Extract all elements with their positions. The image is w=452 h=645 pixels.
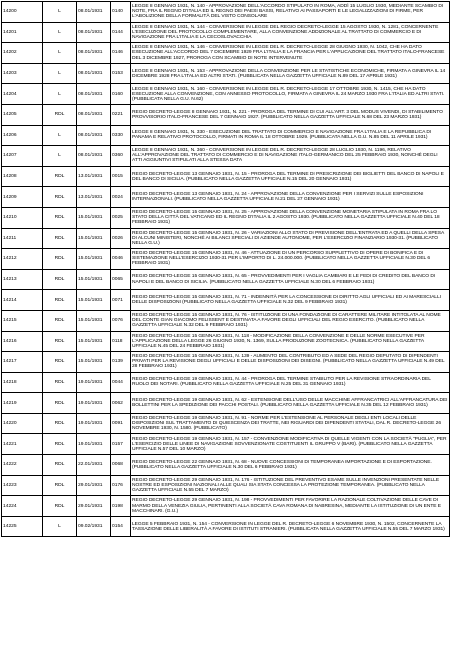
table-row [2,434,450,455]
act-number: 0068 [111,455,131,476]
table-row [2,228,450,249]
entry-number: 14214 [2,290,43,311]
entry-number: 14223 [2,475,43,496]
act-type: RDL [43,331,77,352]
table-row [2,187,450,208]
act-number: 0330 [111,125,131,146]
entry-number: 14221 [2,434,43,455]
act-type: RDL [43,475,77,496]
act-date: 15.01/1931 [77,310,111,331]
act-date: 15.01/1931 [77,228,111,249]
table-row [2,125,450,146]
act-description: REGIO DECRETO-LEGGE 29 GENNAIO 1931, N. 198 - PROVVEDIMENTI PER FAVORIRE LA RAZIONALE COLTIVAZIONE DELLE CAVE DI MARMO DELLA VENEZIA GIULIA, PERTINENTI ALLA SOCIETÀ CAVA ROMANA DI NABRESINA, MEDIANTE LA ISTITUZIONE DI UN ENTE E MACCHINARI. (G.U.) [131,496,450,517]
act-date: 13.01/1931 [77,166,111,187]
act-description: REGIO DECRETO-LEGGE 15 GENNAIO 1931, N. 139 - AUMENTO DEL CONTRIBUTO ED A SEDE DEL REGIO DEPUTATO DI DIPENDENTI PRIVATI PER LA REVISIONE DEGLI UFFICIALI E DELLE DISPOSIZIONI DEI DISEGNI. (PUBBLICATO NELLA GAZZETTA UFFICIALE N.49 DEL 28 FEBBRAIO 1931) [131,352,450,373]
act-number: 0140 [111,2,131,23]
register-table-body [2,2,450,537]
act-number: 0076 [111,310,131,331]
act-type: RDL [43,104,77,125]
act-number: 0118 [111,331,131,352]
entry-number: 14207 [2,146,43,167]
entry-number: 14209 [2,187,43,208]
table-row [2,455,450,476]
entry-number: 14203 [2,63,43,84]
entry-number: 14213 [2,269,43,290]
act-description: REGIO DECRETO-LEGGE 19 GENNAIO 1931, N. 157 - CONVENZIONE MODIFICATIVA DI QUELLE VIGENTI CON LA SOCIETÀ "PUGLIA", PER L'ESERCIZIO DELLE LINEE DI NAVIGAZIONE SOVVENZIONATE COSTITUENTI IL GRUPPO V (BARI). (PUBBLICATO NELLA GAZZETTA UFFICIALE N.57 DEL 10 MARZO) [131,434,450,455]
register-table [1,1,450,537]
entry-number: 14220 [2,413,43,434]
act-description: REGIO DECRETO-LEGGE 15 GENNAIO 1931, N. 118 - MODIFICAZIONE DELLA CONVENZIONE E DELLE NORME ESECUTIVE PER L'APPLICAZIONE DELLA LEGGE 26 GIUGNO 1930, N. 1369, SULLA PRODUZIONE ZOOTECNICA. (PUBBLICATO NELLA GAZZETTA UFFICIALE N.45 DEL 24 FEBBRAIO 1931) [131,331,450,352]
act-date: 15.01/1931 [77,269,111,290]
act-type: L [43,516,77,537]
act-type: L [43,63,77,84]
entry-number: 14219 [2,393,43,414]
act-type: RDL [43,372,77,393]
table-row [2,146,450,167]
act-type: RDL [43,434,77,455]
act-description: REGIO DECRETO-LEGGE 15 GENNAIO 1931, N. 76 - ISTITUZIONE DI UNA FONDAZIONE DI CARATTERE MILITARE INTITOLATA AL NOME DEL CONTE GIAN GIACOMO FELISSENT E DESTINATA A FAVORE DEGLI UFFICIALI DEL REGIO ESERCITO. (PUBBLICATO NELLA GAZZETTA UFFICIALE N.32 DEL 9 FEBBRAIO 1931) [131,310,450,331]
act-description: REGIO DECRETO-LEGGE 19 GENNAIO 1931, N. 91 - NORME PER L'ESTENSIONE AL PERSONALE DEGLI ENTI LOCALI DELLE DISPOSIZIONI SUL TRATTAMENTO DI QUIESCENZA DEI TRATTE, NEI RIGUARDI DEI DIPENDENTI STATALI, DAL R. DECRETO-LEGGE 26 NOVEMBRE 1930, N. 1580. (PUBBLICATO) [131,413,450,434]
table-row [2,496,450,517]
act-number: 0157 [111,434,131,455]
entry-number: 14211 [2,228,43,249]
act-description: REGIO DECRETO-LEGGE 15 GENNAIO 1931, N. 65 - PROVVEDIMENTI PER I VAGLIA CAMBIARI E LE FEDI DI CREDITO DEL BANCO DI NAPOLI E DEL BANCO DI SICILIA. (PUBBLICATO NELLA GAZZETTA UFFICIALE N.30 DEL 6 FEBBRAIO 1931) [131,269,450,290]
table-row [2,290,450,311]
act-number: 0065 [111,269,131,290]
table-row [2,372,450,393]
entry-number: 14224 [2,496,43,517]
act-description: REGIO DECRETO-LEGGE 15 GENNAIO 1931, N. 26 - VARIAZIONI ALLO STATO DI PREVISIONE DELL'ENTRATA ED A QUELLI DELLA SPESA DI ALCUNI MINISTERI, NONCHÉ AI BILANCI SPECIALI DI AZIENDE AUTONOME, PER L'ESERCIZIO FINANZIARIO 1930-31. (PUBBLICATO NELLA G.U.) [131,228,450,249]
act-type: L [43,84,77,105]
act-description: LEGGE 8 GENNAIO 1931, N. 140 - APPROVAZIONE DELL'ACCORDO STIPULATO IN ROMA, ADDÌ 15 LUGLIO 1930, MEDIANTE SCAMBIO DI NOTE, FRA IL REGNO D'ITALIA ED IL REGNO DEI PAESI BASSI, RELATIVO AI PASSAPORTI E LE LEGALIZZAZIONI DI FIRME, PER L'ABOLIZIONE DELLA FORMALITÀ DEL VISTO CONSOLARE [131,2,450,23]
act-number: 0139 [111,352,131,373]
act-description: REGIO DECRETO-LEGGE 19 GENNAIO 1931, N. 62 - ESTENSIONE DELL'USO DELLE MACCHINE AFFRANCATRICI ALL'AFFRANCATURA DEI BOLLETTINI PER LA SPEDIZIONE DEI PACCHI POSTALI. (PUBBLICATO NELLA GAZZETTA UFFICIALE N.35 DEL 12 FEBBRAIO 1931) [131,393,450,414]
act-type: RDL [43,166,77,187]
entry-number: 14202 [2,43,43,64]
act-number: 0176 [111,475,131,496]
act-number: 0146 [111,43,131,64]
act-number: 0221 [111,104,131,125]
act-date: 08.01/1931 [77,125,111,146]
act-date: 19.01/1931 [77,434,111,455]
act-type: L [43,22,77,43]
act-type: RDL [43,352,77,373]
table-row [2,2,450,23]
act-description: LEGGE 5 FEBBRAIO 1931, N. 154 - CONVERSIONE IN LEGGE DEL R. DECRETO-LEGGE 6 NOVEMBRE 1930, N. 1502, CONCERNENTE LA TASSAZIONE DELLE LIBERALITÀ A FAVORE DI ISTITUTI STRANIERI. (PUBBLICATA NELLA GAZZETTA UFFICIALE N.55 DEL 7 MARZO 1931) [131,516,450,537]
act-number: 0153 [111,63,131,84]
act-date: 19.01/1931 [77,413,111,434]
entry-number: 14216 [2,331,43,352]
act-number: 0026 [111,228,131,249]
act-date: 29.01/1931 [77,475,111,496]
table-row [2,413,450,434]
table-row [2,352,450,373]
table-row [2,516,450,537]
entry-number: 14206 [2,125,43,146]
act-description: REGIO DECRETO-LEGGE 29 GENNAIO 1931, N. 176 - ISTITUZIONE DEL PREVENTIVO ESAME SULLE INVENZIONI PRESENTATE NELLE NOSTRE ED ESPOSIZIONI NAZIONALI ALLE QUALI SIA STATA CONCESSA LA PROTEZIONE TEMPORANEA. (PUBBLICATO NELLA GAZZETTA UFFICIALE N.55 DEL 7 MARZO) [131,475,450,496]
act-description: LEGGE 8 GENNAIO 1931, N. 360 - CONVERSIONE IN LEGGE DEL R. DECRETO-LEGGE 28 LUGLIO 1930, N. 1196, RELATIVO ALL'APPROVAZIONE DEL TRATTATO DI COMMERCIO E DI NAVIGAZIONE ITALO-GERMANICO DEL 25 FEBBRAIO 1930, NONCHÉ DEGLI ATTI AGGIUNTIVI STIPULATI ALLA STESSA DATA [131,146,450,167]
act-type: RDL [43,249,77,270]
act-date: 08.01/1931 [77,63,111,84]
act-type: RDL [43,393,77,414]
act-date: 15.01/1931 [77,331,111,352]
act-type: L [43,146,77,167]
act-number: 0091 [111,413,131,434]
act-number: 0160 [111,84,131,105]
act-date: 09.02/1931 [77,516,111,537]
act-type: RDL [43,310,77,331]
act-number: 0046 [111,249,131,270]
act-description: REGIO DECRETO-LEGGE 22 GENNAIO 1931, N. 68 - NUOVE CONCESSIONI DI TEMPORANEA IMPORTAZIONE E DI ESPORTAZIONE. (PUBBLICATO NELLA GAZZETTA UFFICIALE N.30 DEL 6 FEBBRAIO 1931) [131,455,450,476]
act-number: 0024 [111,187,131,208]
table-row [2,310,450,331]
act-date: 22.01/1931 [77,455,111,476]
act-type: RDL [43,413,77,434]
table-row [2,104,450,125]
act-number: 0360 [111,146,131,167]
act-date: 15.01/1931 [77,249,111,270]
act-date: 08.01/1931 [77,104,111,125]
act-type: RDL [43,207,77,228]
table-row [2,207,450,228]
act-number: 0062 [111,393,131,414]
act-number: 0198 [111,496,131,517]
act-date: 19.01/1931 [77,393,111,414]
act-description: REGIO DECRETO-LEGGE 13 GENNAIO 1931, N. 24 - APPROVAZIONE DELLA CONVENZIONE PER I SERVIZI SULLE ESPOSIZIONI INTERNAZIONALI. (PUBBLICATO NELLA GAZZETTA UFFICIALE N.21 DEL 27 GENNAIO 1931) [131,187,450,208]
act-type: L [43,43,77,64]
entry-number: 14210 [2,207,43,228]
act-type: RDL [43,269,77,290]
act-description: LEGGE 8 GENNAIO 1931, N. 153 - APPROVAZIONE DELLA CONVENZIONE PER LE STATISTICHE ECONOMICHE, FIRMATA A GINEVRA IL 14 DICEMBRE 1928 FRA L'ITALIA ED ALTRI STATI. (PUBBLICATA NELLA GAZZETTA UFFICIALE N.89 DEL 17 APRILE 1931) [131,63,450,84]
table-row [2,269,450,290]
act-description: REGIO DECRETO-LEGGE 15 GENNAIO 1931, N. 46 - ATTUAZIONE DI UN PERCORSO SUPPLETTIVO DI OPERE DI BONIFICA E DI SISTEMAZIONE NELL'ESERCIZIO 1930-31 PER L'IMPORTO DI L. 24.000.000. (PUBBLICATO NELLA GAZZETTA UFFICIALE N.30 DEL 6 FEBBRAIO 1931) [131,249,450,270]
act-description: REGIO DECRETO-LEGGE 13 GENNAIO 1931, N. 15 - PROROGA DEL TERMINE DI PRESCRIZIONE DEI BIGLIETTI DEL BANCO DI NAPOLI E DEL BANCO DI SICILIA. (PUBBLICATO NELLA GAZZETTA UFFICIALE N.15 DEL 20 GENNAIO 1931) [131,166,450,187]
entry-number: 14222 [2,455,43,476]
act-type: RDL [43,187,77,208]
act-description: REGIO DECRETO-LEGGE 15 GENNAIO 1931, N. 25 - APPROVAZIONE DELLA CONVENZIONE MONETARIA STIPULATA IN ROMA FRA LO STATO DELLA CITTÀ DEL VATICANO ED IL REGNO D'ITALIA IL 2 AGOSTO 1930. (PUBBLICATO NELLA GAZZETTA UFFICIALE N.40 DEL 18 FEBBRAIO 1931) [131,207,450,228]
table-row [2,249,450,270]
act-number: 0154 [111,516,131,537]
act-description: REGIO DECRETO-LEGGE 19 GENNAIO 1931, N. 44 - PROROGA DEL TERMINE STABILITO PER LA REVISIONE STRAORDINARIA DEL RUOLO DEI NOTARI. (PUBBLICATO NELLA GAZZETTA UFFICIALE N.25 DEL 31 GENNAIO 1931) [131,372,450,393]
act-type: L [43,2,77,23]
entry-number: 14225 [2,516,43,537]
act-type: RDL [43,455,77,476]
act-date: 15.01/1931 [77,352,111,373]
table-row [2,166,450,187]
entry-number: 14215 [2,310,43,331]
table-row [2,393,450,414]
act-date: 08.01/1931 [77,146,111,167]
entry-number: 14218 [2,372,43,393]
act-date: 08.01/1931 [77,22,111,43]
table-row [2,22,450,43]
act-date: 15.01/1931 [77,290,111,311]
act-date: 08.01/1931 [77,84,111,105]
entry-number: 14205 [2,104,43,125]
act-type: RDL [43,228,77,249]
entry-number: 14204 [2,84,43,105]
act-date: 15.01/1931 [77,207,111,228]
act-number: 0144 [111,22,131,43]
act-date: 08.01/1931 [77,43,111,64]
entry-number: 14201 [2,22,43,43]
table-row [2,63,450,84]
act-number: 0015 [111,166,131,187]
table-row [2,84,450,105]
act-date: 08.01/1931 [77,2,111,23]
table-row [2,475,450,496]
act-description: LEGGE 8 GENNAIO 1931, N. 330 - ESECUZIONE DEL TRATTATO DI COMMERCIO E NAVIGAZIONE FRA L'ITALIA E LA REPUBBLICA DI PANAMA E RELATIVO PROTOCOLLO, FIRMATI IN ROMA IL 18 OTTOBRE 1929. (PUBBLICATA NELLA G.U. N.85 DEL 11 APRILE 1931) [131,125,450,146]
act-number: 0071 [111,290,131,311]
act-date: 19.01/1931 [77,372,111,393]
act-description: LEGGE 8 GENNAIO 1931, N. 160 - CONVERSIONE IN LEGGE DEL R. DECRETO-LEGGE 17 OTTOBRE 1930, N. 1415, CHE HA DATO ESECUZIONE ALLA CONVENZIONE, CON ANNESSO PROTOCOLLO, FIRMATA A GINEVRA IL 24 MARZO 1930 FRA L'ITALIA ED ALTRI STATI. (PUBBLICATA NELLA G.U. N.62) [131,84,450,105]
act-type: RDL [43,496,77,517]
act-number: 0025 [111,207,131,228]
act-description: LEGGE 8 GENNAIO 1931, N. 146 - CONVERSIONE IN LEGGE DEL R. DECRETO-LEGGE 28 GIUGNO 1930, N. 1042, CHE HA DATO ESECUZIONE ALL'ACCORDO DEL 7 DICEMBRE 1929 FRA L'ITALIA E LA FRANCIA PER L'APPLICAZIONE DEL TRATTATO ITALO-FRANCESE DEL 3 DICEMBRE 1927, PROROGA CON SCAMBIO DI NOTE INTERVENUTE [131,43,450,64]
act-type: L [43,125,77,146]
act-description: REGIO DECRETO-LEGGE 8 GENNAIO 1931, N. 221 - PROROGA DEL TERMINE DI CUI ALL'ART. 3 DEL MODUS VIVENDI, DI STABILIMENTO PROVVISORIO ITALO-FRANCESE DEL 7 GENNAIO 1927. (PUBBLICATO NELLA GAZZETTA UFFICIALE N.68 DEL 23 MARZO 1931) [131,104,450,125]
act-description: REGIO DECRETO-LEGGE 15 GENNAIO 1931, N. 71 - INDENNITÀ PER LA CONCESSIONE DI DIRITTO AGLI UFFICIALI ED AI MARESCIALLI DELLE DISPOSIZIONI (PUBBLICATO NELLA GAZZETTA UFFICIALE N.32 DEL 9 FEBBRAIO 1931) [131,290,450,311]
act-date: 13.01/1931 [77,187,111,208]
act-type: RDL [43,290,77,311]
table-row [2,331,450,352]
entry-number: 14208 [2,166,43,187]
entry-number: 14200 [2,2,43,23]
act-date: 29.01/1931 [77,496,111,517]
table-row [2,43,450,64]
act-number: 0044 [111,372,131,393]
entry-number: 14217 [2,352,43,373]
act-description: LEGGE 8 GENNAIO 1931, N. 144 - CONVERSIONE IN LEGGE DEL REGIO DECRETO-LEGGE 15 AGOSTO 1930, N. 1281, CONCERNENTE L'ESECUZIONE DEL PROTOCOLLO COMPLEMENTARE, ALLA CONVENZIONE ADDIZIONALE AL TRATTATO DI COMMERCIO E DI NAVIGAZIONE FRA L'ITALIA E LA CECOSLOVACCHIA [131,22,450,43]
entry-number: 14212 [2,249,43,270]
